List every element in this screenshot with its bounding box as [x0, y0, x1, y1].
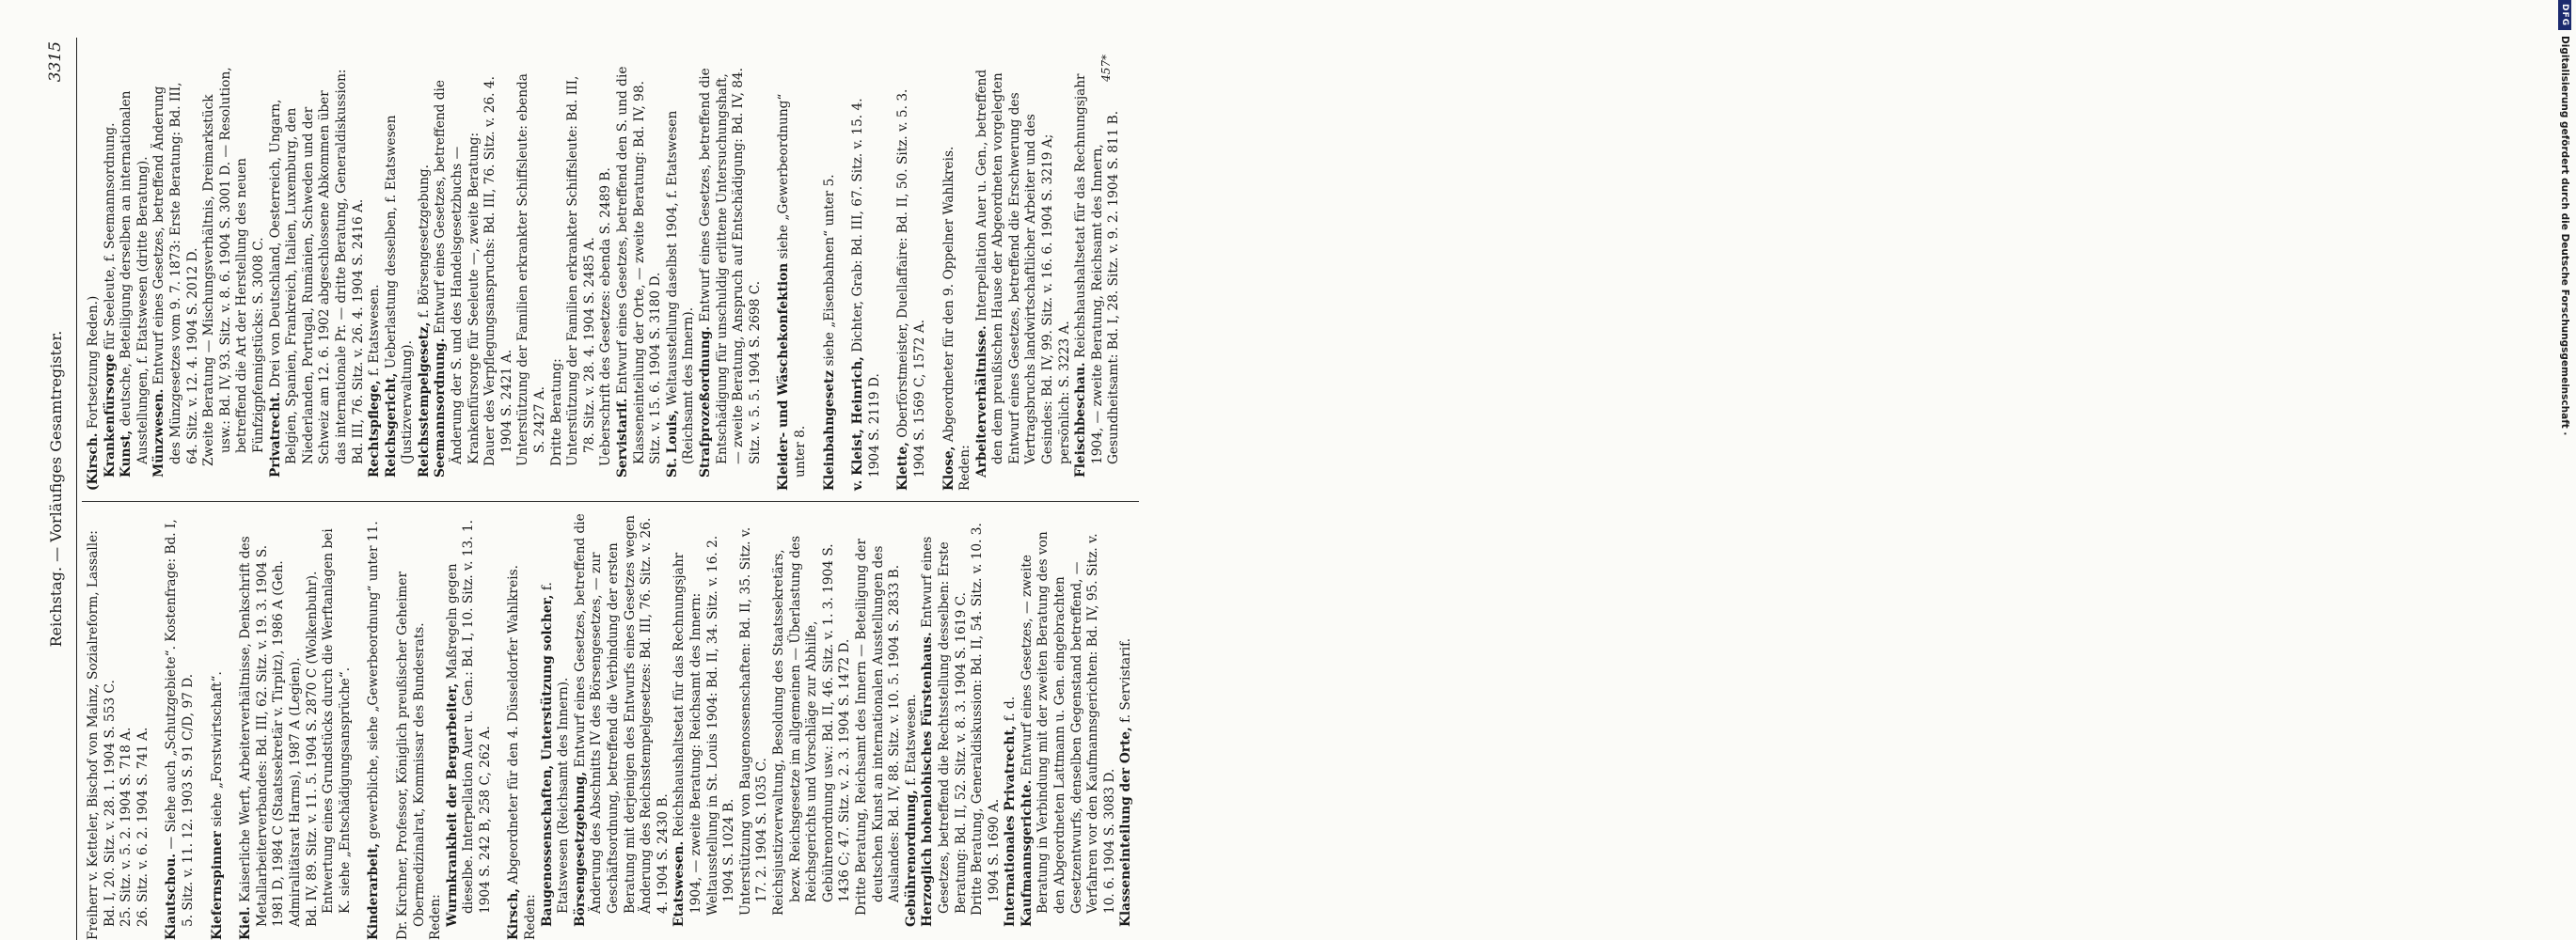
register-entry: [86, 513, 119, 940]
entry-heading: Reichsgericht,: [383, 372, 399, 478]
entry-gap: [494, 513, 506, 940]
entry-text: Entwurf eines Gesetzes, betreffend den S. und die Klasseneinteilung der Orte, — zweite Beratung: Bd. IV, 98. Sitz. v. 15. 6. 1904 S. 3180 D.: [615, 66, 664, 464]
register-entry: [151, 64, 201, 491]
entry-heading: Kaufmannsgerichte.: [1019, 779, 1035, 927]
entry-text: Abgeordneter für den 9. Oppelner Wahlkreis.: [940, 146, 956, 443]
register-entry: [103, 64, 119, 491]
register-entry: [895, 64, 928, 491]
entry-text: f. d.: [1003, 696, 1019, 722]
register-entry: [1019, 513, 1119, 940]
register-entry: [119, 64, 151, 491]
entry-text: Reichshaushaltsetat für das Rechnungsjahr 1904, — zweite Beratung, Reichsamt des Innern, Gesundheitsamt: Bd. I, 28. Sitz. v. 9. 2. 1904 S. 811 B.: [1073, 73, 1122, 464]
entry-heading: Arbeiterverhältnisse.: [973, 325, 989, 478]
column-divider: [82, 501, 1139, 502]
register-entry: [615, 64, 665, 491]
entry-heading: Kiautschou.: [164, 853, 180, 940]
entry-text: Weltausstellung daselbst 1904, f. Etatswesen (Reichsamt des Innern).: [664, 110, 697, 464]
entry-text: f. Servistarif.: [1118, 637, 1134, 723]
running-title: Reichstag. — Vorläufiges Gesamtregister.: [46, 330, 65, 648]
entry-text: f. Etatswesen (Reichsamt des Innern).: [539, 582, 572, 914]
entry-text: Reichsjustizverwaltung, Besoldung des Staatssekretärs, bezw. Reichsgesetze im allgemeinen — Überlastung des Reichsgerichts und Vorschläge zur Abhilfe, Gebührenordnung usw.: Bd. II, 46. Sitz. v. 1. 3. 1904 S. 1436 C; 47. Sitz. v. 2. 3. 1904 S. 1472 D.: [770, 536, 853, 916]
entry-heading: Kiel.: [238, 906, 254, 940]
entry-heading: Wurmkrankheit der Bergarbeiter,: [444, 682, 460, 927]
register-entry: [665, 64, 698, 491]
entry-text: Drei von Deutschland, Oesterreich, Ungarn, Belgien, Spanien, Frankreich, Italien, Luxemburg, den Niederlanden, Portugal, Rumänien, Schweden und der Schweiz am 12. 6. 1902 abgeschlossene Abkommen über das internationale Pr. — dritte Beratung, Generaldiskussion: Bd. III, 76. Sitz. v. 26. 4. 1904 S. 2416 A.: [267, 69, 366, 464]
right-column: [86, 64, 1123, 491]
entry-gap: [838, 64, 850, 491]
register-entry: [771, 513, 854, 940]
entry-text: Unterstützung der Familien erkrankter Schiffsleute: ebenda S. 2427 A.: [515, 73, 548, 466]
page-number: 3315: [46, 41, 65, 83]
register-entry: [573, 513, 672, 940]
entry-text: 25. Sitz. v. 5. 2. 1904 S. 718 A.: [119, 727, 134, 927]
register-entry: [238, 513, 304, 940]
entry-heading: Krankenfürsorge: [102, 353, 118, 478]
entry-text: siehe „Forstwirtschaft“.: [209, 671, 225, 827]
entry-text: Oberförstmeister, Duellaffaire: Bd. II, 50. Sitz. v. 5. 3. 1904 S. 1569 C, 1572 A.: [895, 88, 927, 478]
entry-text: für Seeleute, f. Seemannsordnung.: [102, 122, 118, 351]
entry-heading: Privatrecht.: [267, 391, 283, 478]
register-entry: [135, 513, 152, 940]
entry-gap: [226, 513, 238, 940]
entry-text: Kaiserliche Werft, Arbeiterverhältnisse, Denkschrift des Metallarbeiterverbandes: Bd. III, 62. Sitz. v. 19. 3. 1904 S. 1981 D, 1984 C (Staatssekretär v. Tirpitz), 1986 A (Geh. Admiralitätsrat Harms), 1987 A (Legien).: [238, 536, 303, 927]
entry-text: deutsche, Beteiligung derselben an internationalen Ausstellungen, f. Etatswesen (dritte Beratung).: [119, 90, 150, 464]
register-entry: [482, 64, 515, 491]
entry-text: Entwurf eines Gesetzes, betreffend Änderung des Münzgesetzes vom 9. 7. 1873: Erste Beratung: Bd. III, 64. Sitz. v. 12. 4. 1904 S. 2012 D.: [151, 82, 200, 464]
register-entry: [515, 64, 548, 491]
entry-heading: St. Louis,: [664, 409, 680, 478]
entry-text: Reden:: [957, 445, 973, 491]
entry-text: Interpellation Auer u. Gen., betreffend den dem preußischen Hause der Abgeordneten vorgelegten Entwurf eines Gesetzes, betreffend die Erschwerung des Vertragsbruchs landwirtschaftlicher Arbeiter und des Gesindes: Bd. IV, 99. Sitz. v. 16. 6. 1904 S. 3219 A; persönlich: S. 3223 A.: [973, 69, 1072, 464]
entry-text: Maßregeln gegen dieselbe. Interpellation Auer u. Gen.: Bd. I, 10. Sitz. v. 13. 1. 1904 S. 242 B, 258 C, 262 A.: [444, 519, 493, 914]
entry-text: Dritte Beratung:: [548, 358, 564, 466]
entry-text: Ueberlastung desselben, f. Etatswesen (Justizverwaltung).: [383, 115, 416, 464]
entry-heading: Etatswesen.: [672, 840, 687, 927]
entry-text: Dritte Beratung, Generaldiskussion: Bd. II, 54. Sitz. v. 10. 3. 1904 S. 1690 A.: [970, 523, 1002, 916]
register-entry: [201, 64, 267, 491]
entry-text: Entwurf eines Gesetzes, betreffend die Rechtsstellung desselben: Erste Beratung: Bd. II, 52. Sitz. v. 8. 3. 1904 S. 1619 C.: [920, 536, 969, 914]
entry-text: Abgeordneter für den 4. Düsseldorfer Wahlkreis.: [506, 565, 522, 885]
entry-text: siehe „Gewerbeordnung“ unter 8.: [776, 93, 808, 478]
register-entry: [367, 64, 384, 491]
register-entry: [164, 513, 197, 940]
entry-heading: Strafprozeßordnung.: [697, 325, 713, 478]
entry-text: gewerbliche, siehe „Gewerbeordnung“ unter 11.: [366, 521, 382, 839]
entry-text: Unterstützung von Baugenossenschaften: Bd. II, 35. Sitz. v. 17. 2. 1904 S. 1035 C.: [737, 526, 770, 916]
entry-text: Ueberschrift des Gesetzes: ebenda S. 2489 B.: [598, 167, 614, 466]
register-entry: [268, 64, 368, 491]
register-entry: [705, 513, 738, 940]
register-entry: [822, 64, 839, 491]
entry-text: f. Börsengesetzgebung.: [416, 164, 432, 319]
entry-heading: Kinderarbeit,: [366, 842, 382, 940]
entry-text: Entwurf eines Gesetzes, betreffend die Änderung des Abschnitts IV des Börsengesetzes, — zur Geschäftsordnung, betreffend die Verbindung der ersten Beratung mit derjenigen des Entwurfs eines Gesetzes wegen Änderung des Reichsstempelgesetzes: Bd. III, 76. Sitz. v. 26. 4. 1904 S. 2430 B.: [572, 513, 671, 914]
register-entry: [86, 64, 103, 491]
entry-heading: Rechtspflege,: [367, 380, 383, 478]
entry-text: Dritte Beratung, Reichsamt des Innern — Beteiligung der deutschen Kunst an internationalen Ausstellungen des Auslandes: Bd. IV, 88. Sitz. v. 10. 5. 1904 S. 2833 B.: [853, 538, 903, 916]
entry-text: Reichshaushaltsetat für das Rechnungsjahr 1904, — zweite Beratung: Reichsamt des Innern:: [672, 552, 703, 914]
register-entry: [417, 64, 434, 491]
header-rule: [76, 38, 77, 940]
entry-heading: Internationales Privatrecht,: [1003, 725, 1019, 927]
register-entry: [395, 513, 428, 940]
register-entry: [672, 513, 704, 940]
register-entry: [119, 513, 135, 940]
register-entry: [1003, 513, 1019, 940]
register-entry: [540, 513, 573, 940]
entry-text: Dauer des Verpflegungsanspruchs: Bd. III, 76. Sitz. v. 26. 4. 1904 S. 2421 A.: [482, 76, 514, 466]
entry-gap: [764, 64, 776, 491]
entry-text: — Siehe auch „Schutzgebiete“. Kostenfrage: Bd. I, 5. Sitz. v. 11. 12. 1903 S. 91 C/D, 97 D.: [164, 519, 196, 927]
register-entry: [854, 513, 904, 940]
entry-heading: Kunst,: [119, 430, 134, 478]
entry-text: Entwurf eines Gesetzes, betreffend die Entschädigung für unschuldig erlittene Untersuchungshaft, — zweite Beratung, Anspruch auf Entschädigung: Bd. IV, 84. Sitz. v. 5. 5. 1904 S. 2698 C.: [697, 67, 763, 464]
entry-text: Zweite Beratung — Mischungsverhältnis, Dreimarkstück usw.: Bd. IV, 93. Sitz. v. 8. 6. 1904 S. 3001 D. — Resolution, betreffend die Art der Herstellung des neuen Fünfzigpfennigstücks: S. 3008 C.: [201, 67, 266, 466]
entry-heading: Seemannsordnung.: [433, 337, 449, 478]
register-entry: [549, 64, 566, 491]
entry-text: Fortsetzung Reden.): [86, 295, 101, 430]
register-entry: [941, 64, 958, 491]
register-entry: [904, 513, 921, 940]
entry-text: f. Etatswesen.: [367, 284, 383, 376]
register-entry: [698, 64, 764, 491]
entry-heading: Gebührenordnung,: [903, 790, 919, 927]
entry-text: Dr. Kirchner, Professor, Königlich preußischer Geheimer Obermedizinalrat, Kommissar des Bundesrats.: [394, 571, 427, 940]
entry-heading: (Kirsch.: [86, 432, 101, 491]
entry-heading: Reichsstempelgesetz,: [416, 321, 432, 478]
entry-text: Entwurf eines Gesetzes, — zweite Beratung in Verbindung mit der zweiten Beratung des von den Abgeordneten Lattmann u. Gen. eingebrachten Gesetzentwurfs, denselben Gegenstand betreffend, — Verfahren vor den Kaufmannsgerichten: Bd. IV, 95. Sitz. v. 10. 6. 1904 S. 3083 D.: [1019, 531, 1117, 914]
entry-heading: v. Kleist, Heinrich,: [850, 356, 866, 491]
entry-heading: Fleischbeschau.: [1073, 362, 1089, 478]
entry-text: Unterstützung der Familien erkrankter Schiffsleute: Bd. III, 78. Sitz. v. 28. 4. 1904 S. 2485 A.: [565, 75, 597, 466]
register-page: [39, 38, 1271, 940]
entry-text: siehe „Eisenbahnen“ unter 5.: [821, 174, 837, 367]
entry-text: f. Etatswesen.: [903, 694, 919, 786]
entry-heading: Börsengesetzgebung,: [572, 771, 588, 927]
register-entry: [738, 513, 771, 940]
entry-gap: [383, 513, 395, 940]
entry-heading: Klose,: [940, 446, 956, 491]
register-entry: [920, 513, 970, 940]
entry-gap: [354, 513, 366, 940]
entry-text: Reden:: [428, 894, 444, 940]
register-entry: [506, 513, 523, 940]
register-entry: [433, 64, 482, 491]
register-entry: [598, 64, 615, 491]
entry-heading: Kleider- und Wäschekonfektion: [776, 262, 792, 491]
entry-gap: [883, 64, 895, 491]
entry-heading: Kleinbahngesetz: [821, 369, 837, 491]
register-entry: [565, 64, 598, 491]
register-entry: [970, 513, 1003, 940]
entry-gap: [151, 513, 164, 940]
register-entry: [523, 513, 540, 940]
entry-heading: Herzoglich hohenlohisches Fürstenhaus.: [920, 632, 936, 927]
entry-heading: Klasseneinteilung der Orte,: [1118, 727, 1134, 927]
digitization-credit: [1275, 0, 2570, 940]
entry-text: Freiherr v. Ketteler, Bischof von Mainz, Sozialreform, Lassalle: Bd. I, 20. Sitz. v. 28. 1. 1904 S. 553 C.: [86, 530, 118, 940]
entry-heading: Münzwesen.: [151, 388, 167, 478]
entry-gap: [198, 513, 210, 940]
entry-text: Weltausstellung in St. Louis 1904: Bd. II, 34. Sitz. v. 16. 2. 1904 S. 1024 B.: [704, 535, 737, 916]
register-entry: [305, 513, 355, 940]
entry-text: Entwurf eines Gesetzes, betreffend die Änderung der S. und des Handelsgesetzbuchs — Krankenfürsorge für Seeleute —, zweite Beratung:: [433, 80, 482, 464]
register-entry: [384, 64, 417, 491]
entry-heading: Klette,: [895, 442, 911, 491]
entry-text: 26. Sitz. v. 6. 2. 1904 S. 741 A.: [134, 727, 150, 927]
register-entry: [776, 64, 809, 491]
register-entry: [1073, 64, 1123, 491]
entry-heading: Kiefernspinner: [209, 831, 225, 940]
left-column: [86, 513, 1135, 940]
register-entry: [445, 513, 495, 940]
entry-text: Dichter, Grab: Bd. III, 67. Sitz. v. 15. 4. 1904 S. 2119 D.: [850, 98, 882, 478]
register-entry: [974, 64, 1074, 491]
entry-text: Bd. IV, 89. Sitz. v. 11. 5. 1904 S. 2870 C (Wolkenbuhr). Entwertung eines Grundstücks durch die Werftanlagen bei K. siehe „Entschädigungsansprüche“.: [304, 528, 353, 927]
register-entry: [850, 64, 883, 491]
entry-gap: [810, 64, 822, 491]
dfg-logo: DFG: [2558, 0, 2571, 30]
entry-heading: Kirsch,: [506, 887, 522, 940]
entry-heading: Servistarif.: [615, 398, 630, 478]
entry-heading: Baugenossenschaften, Unterstützung solcher,: [539, 594, 555, 927]
register-entry: [428, 513, 445, 940]
entry-gap: [929, 64, 941, 491]
register-entry: [210, 513, 227, 940]
register-entry: [1118, 513, 1135, 940]
entry-text: Reden:: [523, 894, 539, 940]
register-entry: [957, 64, 974, 491]
register-entry: [366, 513, 383, 940]
signature-mark: 457*: [1099, 55, 1113, 82]
credit-text: Digitalisierung gefördert durch die Deutsche Forschungsgemeinschaft ·: [2559, 36, 2570, 436]
